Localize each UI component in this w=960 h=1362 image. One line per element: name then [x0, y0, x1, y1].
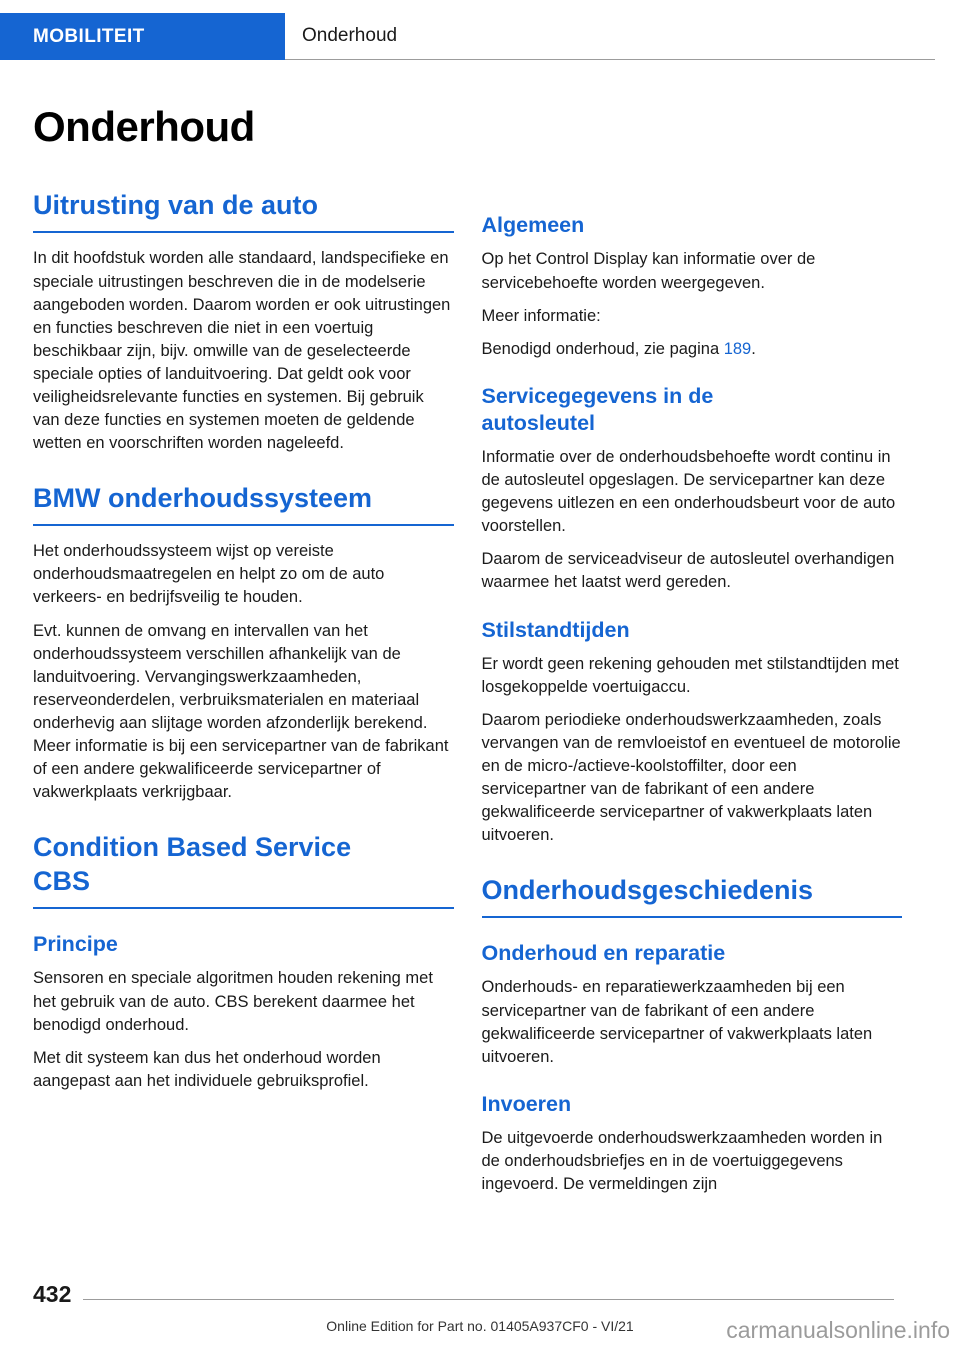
chapter-tab: [0, 13, 285, 60]
sub-heading-text: Servicegegevens in de autosleutel: [481, 383, 714, 435]
section-heading-onderhoudssysteem: [33, 481, 454, 526]
paragraph: Sensoren en speciale algoritmen houden rekening met het gebruik van de auto. CBS berekent daarmee het benodigd onderhoud.: [33, 969, 433, 1034]
chapter-label: MOBILITEIT: [33, 25, 145, 47]
page-reference-link[interactable]: 189: [723, 339, 752, 358]
header-rule: [285, 13, 935, 60]
cross-reference-period: .: [751, 339, 756, 358]
paragraph: De uitgevoerde onderhoudswerkzaamheden worden in de onderhoudsbriefjes en in de voertuiggegevens ingevoerd. De vermeldingen zijn: [481, 1128, 883, 1194]
header-section-label: Onderhoud: [302, 25, 398, 46]
paragraph: Daarom de serviceadviseur de autosleutel overhandigen waarmee het laatst werd gereden.: [481, 550, 895, 592]
section-heading-text: Onderhoudsgeschiedenis: [481, 875, 814, 906]
sub-heading-onderhoud-en-reparatie: Onderhoud en reparatie: [481, 941, 726, 966]
paragraph: Op het Control Display kan informatie over de servicebehoefte worden weergegeven.: [481, 250, 816, 292]
content-columns: [0, 158, 960, 1206]
left-column: [33, 158, 454, 1102]
sub-heading-invoeren: Invoeren: [481, 1091, 572, 1116]
sub-heading-servicegegevens: [482, 383, 903, 437]
paragraph: Informatie over de onderhoudsbehoefte wordt continu in de autosleutel opgeslagen. De servicepartner kan deze gegevens uitlezen en een onderhoudsbeurt voor de auto voorstellen.: [481, 448, 896, 536]
paragraph: Daarom periodieke onderhoudswerkzaamheden, zoals vervangen van de remvloeistof en eventueel de motorolie en de micro-/actieve-koolstoffilter, door een servicepartner van de fabrikant of een andere gekwalificeerde servicepartner of vakwerkplaats laten uitvoeren.: [481, 710, 901, 845]
paragraph: Met dit systeem kan dus het onderhoud worden aangepast aan het individuele gebruiksprofiel.: [33, 1048, 381, 1090]
cross-reference-text: Benodigd onderhoud, zie pagina: [481, 339, 724, 358]
edition-note: Online Edition for Part no. 01405A937CF0 - VI/21: [326, 1318, 634, 1334]
paragraph: Er wordt geen rekening gehouden met stilstandtijden met losgekoppelde voertuigaccu.: [481, 654, 899, 696]
watermark: carmanualsonline.info: [726, 1317, 950, 1343]
paragraph: Evt. kunnen de omvang en intervallen van het onderhoudssysteem verschillen afhankelijk van de landuitvoering. Vervangingswerkzaamheden, reserveonderdelen, verbruiksmaterialen en materiaal onderhevig aan slijtage worden afzonderlijk berekend. Meer informatie is bij een servicepartner van de fabrikant of een andere gekwalificeerde servicepartner of vakwerkplaats verkrijgbaar.: [33, 621, 449, 802]
section-heading-cbs: [33, 830, 454, 909]
page-title: Onderhoud: [33, 103, 255, 150]
section-heading-text: BMW onderhoudssysteem: [33, 483, 373, 514]
section-heading-uitrusting: [33, 188, 454, 233]
right-column: [482, 158, 903, 1206]
footer-rule: [83, 1299, 894, 1300]
section-heading-text: Uitrusting van de auto: [33, 190, 319, 221]
section-heading-text: Condition Based Service CBS: [33, 832, 352, 897]
cross-reference-line: [482, 338, 903, 361]
page-number: 432: [33, 1281, 72, 1307]
sub-heading-algemeen: Algemeen: [481, 213, 585, 238]
page-header: [0, 13, 960, 60]
paragraph: In dit hoofdstuk worden alle standaard, landspecifieke en speciale uitrustingen beschreven die in de modelserie aangeboden worden. Daarom worden er ook uitrustingen en functies beschreven die niet in een voertuig beschikbaar zijn, bijv. omwille van de geselecteerde speciale opties of landuitvoering. Dat geldt ook voor veiligheidsrelevante functies en systemen. Bij gebruik van deze functies en systemen moeten de geldende wetten en voorschriften worden nageleefd.: [33, 249, 451, 453]
section-heading-onderhoudsgeschiedenis: [482, 873, 903, 918]
paragraph: Meer informatie:: [481, 306, 601, 325]
footer-rule-row: [33, 1283, 894, 1306]
sub-heading-principe: Principe: [33, 932, 118, 957]
sub-heading-stilstandtijden: Stilstandtijden: [481, 617, 630, 642]
paragraph: Het onderhoudssysteem wijst op vereiste onderhoudsmaatregelen en helpt zo om de auto verkeers- en bedrijfsveilig te houden.: [33, 542, 385, 607]
paragraph: Onderhouds- en reparatiewerkzaamheden bij een servicepartner van de fabrikant of een andere gekwalificeerde servicepartner of vakwerkplaats laten uitvoeren.: [481, 978, 873, 1066]
